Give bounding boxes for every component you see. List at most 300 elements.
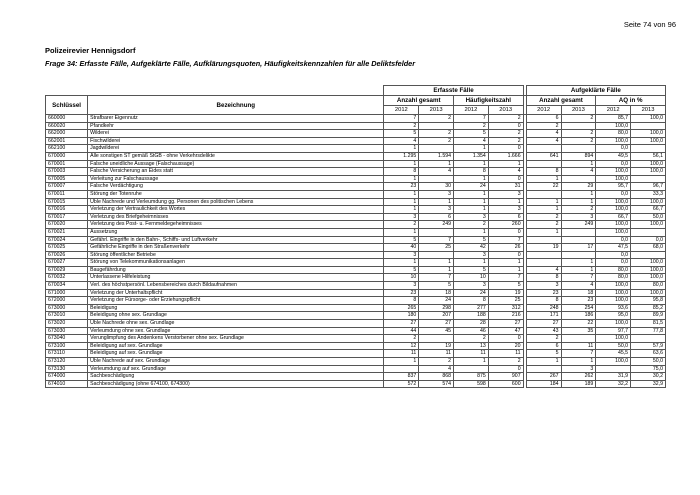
statistics-table [45,85,666,388]
table-body [46,115,666,388]
value-cell: 31,9 [596,373,631,381]
value-cell: 7 [384,115,419,123]
value-cell: 27 [384,320,419,328]
table-row [46,236,666,244]
value-cell [561,335,596,343]
value-cell: 8 [526,168,561,176]
value-cell: 0 [488,122,523,130]
value-cell: 2 [561,115,596,123]
value-cell: 17 [561,244,596,252]
value-cell: 3 [384,282,419,290]
table-row [46,266,666,274]
value-cell: 207 [419,312,454,320]
value-cell: 1 [561,266,596,274]
value-cell: 100,0 [596,297,631,305]
description-cell: Wilderei [88,130,384,138]
value-cell: 30,2 [631,373,666,381]
key-cell: 670017 [46,213,88,221]
value-cell: 4 [454,137,489,145]
table-row [46,183,666,191]
key-cell: 673010 [46,312,88,320]
value-cell: 3 [526,282,561,290]
value-cell: 1 [419,259,454,267]
value-cell: 100,0 [596,206,631,214]
value-cell [596,365,631,373]
value-cell: 4 [419,168,454,176]
value-cell: 24 [454,183,489,191]
value-cell: 1 [488,266,523,274]
value-cell: 25 [419,244,454,252]
value-cell: 47,5 [596,244,631,252]
value-cell: 180 [384,312,419,320]
table-row [46,289,666,297]
value-cell: 0,0 [596,190,631,198]
value-cell: 46 [454,327,489,335]
key-cell: 670000 [46,152,88,160]
value-cell: 6 [419,213,454,221]
key-cell: 670016 [46,206,88,214]
value-cell: 100,0 [631,168,666,176]
value-cell: 11 [454,350,489,358]
value-cell: 2 [454,221,489,229]
key-cell: 670011 [46,190,88,198]
column-header-description: Bezeichnung [88,96,384,115]
value-cell: 2 [454,122,489,130]
value-cell [419,122,454,130]
value-cell: 6 [526,342,561,350]
value-cell: 1 [561,358,596,366]
value-cell: 4 [561,168,596,176]
value-cell: 0 [488,228,523,236]
value-cell: 267 [526,373,561,381]
value-cell: 13 [454,342,489,350]
year-header: 2012 [384,106,419,115]
value-cell: 31 [488,183,523,191]
value-cell: 7 [419,236,454,244]
table-row [46,304,666,312]
value-cell: 837 [384,373,419,381]
value-cell: 27 [488,320,523,328]
description-cell: Pfandkehr [88,122,384,130]
description-cell: Verletzung der Fürsorge- oder Erziehungspflicht [88,297,384,305]
value-cell: 5 [526,350,561,358]
key-cell: 670001 [46,160,88,168]
value-cell: 100,0 [631,160,666,168]
value-cell: 43 [526,327,561,335]
value-cell: 2 [419,358,454,366]
value-cell: 1.666 [488,152,523,160]
year-header: 2012 [526,106,561,115]
description-cell: Aussetzung [88,228,384,236]
value-cell: 572 [384,380,419,388]
value-cell: 2 [419,115,454,123]
value-cell: 23 [384,289,419,297]
description-cell: Beleidigung auf sex. Grundlage [88,350,384,358]
value-cell: 100,0 [596,289,631,297]
value-cell [631,122,666,130]
value-cell: 7 [488,236,523,244]
description-cell: Störung öffentlicher Betriebe [88,251,384,259]
key-cell: 670007 [46,183,88,191]
description-cell: Fischwilderei [88,137,384,145]
description-cell: Falsche uneidliche Aussage (Falschaussage) [88,160,384,168]
value-cell: 100,0 [631,266,666,274]
table-row [46,342,666,350]
value-cell: 100,0 [596,320,631,328]
description-cell: Üble Nachrede ohne sex. Grundlage [88,320,384,328]
table-row [46,115,666,123]
year-header: 2012 [454,106,489,115]
value-cell: 45 [419,327,454,335]
value-cell: 100,0 [631,115,666,123]
subheader-total-recorded: Anzahl gesamt [384,96,454,106]
value-cell: 2 [526,122,561,130]
value-cell: 1 [526,198,561,206]
key-cell: 673000 [46,304,88,312]
value-cell: 6 [526,115,561,123]
year-header: 2013 [488,106,523,115]
value-cell: 3 [488,206,523,214]
value-cell: 1 [419,160,454,168]
table-row [46,145,666,153]
value-cell: 1 [384,190,419,198]
key-cell: 662001 [46,137,88,145]
value-cell: 1 [454,259,489,267]
value-cell: 20 [488,342,523,350]
value-cell: 81,5 [631,320,666,328]
value-cell: 2 [384,122,419,130]
value-cell: 875 [454,373,489,381]
value-cell: 188 [454,312,489,320]
group-header-recorded: Erfasste Fälle [384,86,523,96]
description-cell: Verletzung des Briefgeheimnisses [88,213,384,221]
value-cell [454,365,489,373]
value-cell: 5 [384,236,419,244]
value-cell: 1 [384,358,419,366]
value-cell: 77,8 [631,327,666,335]
value-cell: 265 [384,304,419,312]
description-cell: Störung der Totenruhe [88,190,384,198]
group-header-solved: Aufgeklärte Fälle [526,86,665,96]
key-cell: 670015 [46,198,88,206]
value-cell: 189 [561,380,596,388]
value-cell: 3 [488,190,523,198]
value-cell: 0,0 [596,145,631,153]
value-cell: 100,0 [596,175,631,183]
value-cell: 3 [419,206,454,214]
description-cell: Gefährliche Eingriffe in den Straßenverkehr [88,244,384,252]
value-cell: 66,7 [596,213,631,221]
value-cell: 29 [561,183,596,191]
value-cell: 27 [526,320,561,328]
subheader-quota: AQ in % [596,96,666,106]
value-cell [561,122,596,130]
description-cell: Beleidigung auf sex. Grundlage [88,342,384,350]
value-cell: 85,2 [631,304,666,312]
value-cell [419,175,454,183]
value-cell: 100,0 [596,335,631,343]
value-cell: 96,7 [631,183,666,191]
value-cell: 1 [488,259,523,267]
value-cell: 5 [384,266,419,274]
value-cell: 1 [454,175,489,183]
value-cell: 3 [561,213,596,221]
value-cell: 0 [488,335,523,343]
value-cell: 3 [454,282,489,290]
table-row [46,335,666,343]
value-cell: 2 [561,137,596,145]
value-cell [526,160,561,168]
description-cell: Baugefährdung [88,266,384,274]
value-cell: 5 [384,130,419,138]
value-cell: 80,0 [596,274,631,282]
value-cell: 0,0 [596,251,631,259]
table-row [46,259,666,267]
value-cell: 2 [419,137,454,145]
value-cell: 312 [488,304,523,312]
table-row [46,213,666,221]
key-cell: 673120 [46,358,88,366]
value-cell: 24 [454,289,489,297]
value-cell: 298 [419,304,454,312]
value-cell: 45,5 [596,350,631,358]
value-cell: 0 [488,145,523,153]
key-cell: 670003 [46,168,88,176]
value-cell: 1 [419,198,454,206]
value-cell: 33,3 [631,190,666,198]
value-cell: 4 [384,137,419,145]
value-cell: 907 [488,373,523,381]
value-cell: 277 [454,304,489,312]
key-cell: 660020 [46,122,88,130]
value-cell: 5 [454,130,489,138]
value-cell: 50,0 [631,213,666,221]
table-row [46,152,666,160]
year-header: 2013 [419,106,454,115]
value-cell: 1 [454,206,489,214]
value-cell: 1 [454,358,489,366]
key-cell: 670027 [46,259,88,267]
value-cell: 100,0 [596,137,631,145]
value-cell [631,228,666,236]
key-cell: 673130 [46,365,88,373]
value-cell: 95,8 [631,297,666,305]
value-cell: 26 [488,244,523,252]
value-cell: 2 [526,221,561,229]
value-cell [419,145,454,153]
value-cell: 100,0 [631,130,666,138]
value-cell: 868 [419,373,454,381]
value-cell: 27 [419,320,454,328]
value-cell: 1 [454,190,489,198]
value-cell: 2 [561,130,596,138]
description-cell: Jagdwilderei [88,145,384,153]
key-cell: 673040 [46,335,88,343]
value-cell: 249 [561,221,596,229]
value-cell: 100,0 [631,274,666,282]
value-cell: 35 [561,327,596,335]
value-cell: 100,0 [596,122,631,130]
key-cell: 660000 [46,115,88,123]
year-header: 2013 [561,106,596,115]
table-row [46,312,666,320]
value-cell: 5 [454,236,489,244]
key-cell: 671000 [46,289,88,297]
year-header: 2012 [596,106,631,115]
table-row [46,168,666,176]
description-cell: Gefährl. Eingriffe in den Bahn-, Schiffs- und Luftverkehr [88,236,384,244]
value-cell: 18 [561,289,596,297]
value-cell [526,190,561,198]
year-header: 2013 [631,106,666,115]
value-cell: 7 [454,115,489,123]
value-cell: 3 [384,251,419,259]
key-cell: 670025 [46,244,88,252]
description-cell: Sachbeschädigung [88,373,384,381]
description-cell: Falsche Versicherung an Eides statt [88,168,384,176]
key-cell: 673110 [46,350,88,358]
description-cell: Verl. des höchstpersönl. Lebensbereiches durch Bildaufnahmen [88,282,384,290]
value-cell: 1 [384,175,419,183]
key-cell: 673020 [46,320,88,328]
key-cell: 662100 [46,145,88,153]
value-cell: 4 [419,365,454,373]
value-cell [526,259,561,267]
value-cell: 894 [561,152,596,160]
value-cell: 23 [384,183,419,191]
value-cell [419,251,454,259]
value-cell: 5 [419,282,454,290]
value-cell: 11 [384,350,419,358]
value-cell: 85,7 [596,115,631,123]
value-cell: 19 [419,342,454,350]
value-cell: 574 [419,380,454,388]
value-cell: 184 [526,380,561,388]
value-cell [561,145,596,153]
value-cell: 8 [454,168,489,176]
value-cell: 2 [488,130,523,138]
value-cell: 47 [488,327,523,335]
value-cell: 5 [488,282,523,290]
value-cell: 7 [561,350,596,358]
value-cell: 68,0 [631,244,666,252]
value-cell: 4 [488,168,523,176]
value-cell: 4 [526,137,561,145]
value-cell: 42 [454,244,489,252]
value-cell: 598 [454,380,489,388]
value-cell: 100,0 [596,228,631,236]
value-cell: 50,0 [596,342,631,350]
value-cell: 2 [488,358,523,366]
value-cell: 1 [526,228,561,236]
value-cell: 40 [384,244,419,252]
value-cell: 75,0 [631,365,666,373]
value-cell: 28 [454,320,489,328]
value-cell: 80,0 [596,130,631,138]
description-cell: Falsche Verdächtigung [88,183,384,191]
value-cell: 1.594 [419,152,454,160]
value-cell: 100,0 [631,221,666,229]
value-cell [631,251,666,259]
description-cell: Verletzung des Post- u. Fernmeldegeheimnisses [88,221,384,229]
key-cell: 670005 [46,175,88,183]
value-cell: 1 [561,259,596,267]
value-cell: 1 [561,160,596,168]
description-cell: Verleumdung auf sex. Grundlage [88,365,384,373]
value-cell: 2 [384,221,419,229]
value-cell: 641 [526,152,561,160]
value-cell: 2 [526,213,561,221]
header-spacer [46,86,384,96]
table-row [46,137,666,145]
value-cell: 19 [488,289,523,297]
value-cell [526,365,561,373]
value-cell: 57,9 [631,342,666,350]
description-cell: Unterlassene Hilfeleistung [88,274,384,282]
value-cell: 19 [526,244,561,252]
key-cell: 670032 [46,274,88,282]
value-cell: 262 [561,373,596,381]
table-row [46,160,666,168]
value-cell [526,251,561,259]
table-row [46,297,666,305]
description-cell: Beleidigung [88,304,384,312]
value-cell: 1 [561,190,596,198]
column-header-key: Schlüssel [46,96,88,115]
description-cell: Verunglimpfung des Andenkens Verstorbener ohne sex. Grundlage [88,335,384,343]
table-row [46,282,666,290]
value-cell: 80,0 [596,266,631,274]
value-cell: 2 [488,115,523,123]
value-cell [526,145,561,153]
description-cell: Alle sonstigen ST gemäß StGB - ohne Verkehrsdelikte [88,152,384,160]
value-cell: 11 [561,342,596,350]
value-cell: 600 [488,380,523,388]
value-cell [631,335,666,343]
table-row [46,358,666,366]
value-cell: 100,0 [631,198,666,206]
value-cell: 171 [526,312,561,320]
value-cell: 216 [488,312,523,320]
value-cell: 23 [561,297,596,305]
value-cell: 22 [526,183,561,191]
value-cell: 80,0 [631,282,666,290]
value-cell: 100,0 [631,137,666,145]
value-cell: 32,9 [631,380,666,388]
organization-title: Polizeirevier Hennigsdorf [45,46,136,55]
table-row [46,130,666,138]
value-cell: 4 [526,130,561,138]
description-cell: Üble Nachrede und Verleumdung gg. Personen des politischen Lebens [88,198,384,206]
value-cell [384,365,419,373]
key-cell: 670024 [46,236,88,244]
value-cell: 100,0 [631,259,666,267]
key-cell: 673100 [46,342,88,350]
value-cell: 49,5 [596,152,631,160]
value-cell: 95,0 [596,312,631,320]
value-cell: 254 [561,304,596,312]
value-cell: 2 [561,206,596,214]
value-cell: 11 [488,350,523,358]
value-cell [419,228,454,236]
value-cell: 50,0 [631,358,666,366]
description-cell: Verleitung zur Falschaussage [88,175,384,183]
description-cell: Strafbarer Eigennutz [88,115,384,123]
table-row [46,320,666,328]
value-cell: 100,0 [596,282,631,290]
value-cell: 25 [488,297,523,305]
value-cell: 18 [419,289,454,297]
